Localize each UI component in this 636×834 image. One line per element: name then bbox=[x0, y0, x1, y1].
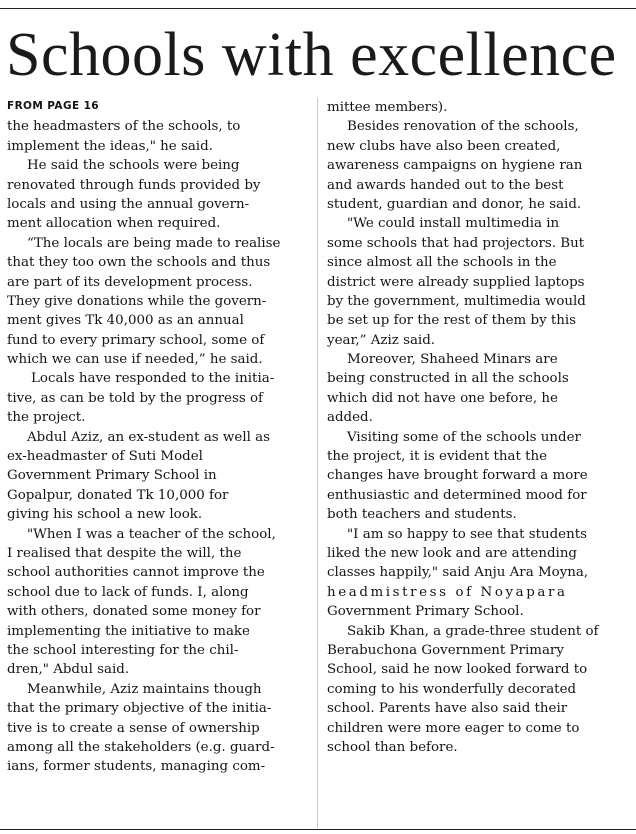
text-line: children were more eager to come to bbox=[327, 720, 580, 736]
text-line: tive, as can be told by the progress of bbox=[7, 390, 263, 406]
text-line: ment allocation when required. bbox=[7, 216, 221, 232]
text-line: Visiting some of the schools under bbox=[347, 429, 581, 445]
text-line: among all the stakeholders (e.g. guard- bbox=[7, 739, 275, 755]
text-line: Locals have responded to the initia- bbox=[31, 371, 275, 387]
text-line: year,” Aziz said. bbox=[327, 332, 436, 348]
text-line: school due to lack of funds. I, along bbox=[7, 584, 249, 600]
text-line: and awards handed out to the best bbox=[327, 177, 564, 193]
text-line: Besides renovation of the schools, bbox=[347, 119, 579, 135]
text-line: are part of its development process. bbox=[7, 274, 253, 290]
text-line: Sakib Khan, a grade-three student of bbox=[347, 623, 599, 639]
text-line: I realised that despite the will, the bbox=[7, 545, 242, 561]
text-line: awareness campaigns on hygiene ran bbox=[327, 158, 583, 174]
text-line: ians, former students, managing com- bbox=[7, 759, 266, 775]
text-line: school authorities cannot improve the bbox=[7, 565, 265, 581]
text-line: student, guardian and donor, he said. bbox=[327, 196, 582, 212]
text-line: implement the ideas," he said. bbox=[7, 138, 213, 154]
text-line: tive is to create a sense of ownership bbox=[7, 720, 260, 736]
headline: Schools with excellence bbox=[6, 21, 617, 89]
text-line: liked the new look and are attending bbox=[327, 545, 578, 561]
text-line: school. Parents have also said their bbox=[327, 701, 568, 717]
text-line: which we can use if needed,” he said. bbox=[7, 352, 263, 368]
text-line: which did not have one before, he bbox=[327, 390, 558, 406]
text-line: district were already supplied laptops bbox=[327, 274, 585, 290]
text-line: headmistress of Noyapara bbox=[327, 584, 568, 600]
text-line: "When I was a teacher of the school, bbox=[27, 526, 276, 542]
text-line: being constructed in all the schools bbox=[327, 371, 569, 387]
text-line: “The locals are being made to realise bbox=[27, 235, 281, 251]
text-line: Moreover, Shaheed Minars are bbox=[347, 352, 558, 368]
text-line: Government Primary School. bbox=[327, 604, 524, 620]
text-line: Government Primary School in bbox=[7, 468, 217, 484]
text-line: with others, donated some money for bbox=[7, 604, 261, 620]
bottom-rule bbox=[0, 829, 636, 830]
column-divider bbox=[317, 98, 318, 828]
text-line: the headmasters of the schools, to bbox=[7, 119, 241, 135]
text-line: be set up for the rest of them by this bbox=[327, 313, 577, 329]
text-line: coming to his wonderfully decorated bbox=[327, 681, 577, 697]
text-line: mittee members). bbox=[327, 100, 448, 115]
text-line: since almost all the schools in the bbox=[327, 255, 557, 271]
right-column bbox=[327, 98, 627, 757]
top-rule bbox=[0, 8, 636, 9]
text-line: classes happily," said Anju Ara Moyna, bbox=[327, 565, 589, 581]
text-line: the project, it is evident that the bbox=[327, 449, 548, 465]
text-line: School, said he now looked forward to bbox=[327, 662, 588, 678]
text-line: some schools that had projectors. But bbox=[327, 235, 585, 251]
text-line: that they too own the schools and thus bbox=[7, 255, 271, 271]
text-line: They give donations while the govern- bbox=[7, 293, 267, 309]
text-line: new clubs have also been created, bbox=[327, 138, 561, 154]
text-line: Abdul Aziz, an ex-student as well as bbox=[27, 429, 270, 445]
text-line: the project. bbox=[7, 410, 86, 426]
text-line: giving his school a new look. bbox=[7, 507, 203, 523]
text-line: "I am so happy to see that students bbox=[347, 526, 587, 542]
text-line: both teachers and students. bbox=[327, 507, 517, 523]
text-line: ment gives Tk 40,000 as an annual bbox=[7, 313, 244, 329]
text-line: enthusiastic and determined mood for bbox=[327, 487, 587, 503]
text-line: by the government, multimedia would bbox=[327, 293, 586, 309]
left-column bbox=[7, 98, 307, 777]
text-line: added. bbox=[327, 410, 373, 426]
text-line: dren," Abdul said. bbox=[7, 662, 130, 678]
text-line: implementing the initiative to make bbox=[7, 623, 250, 639]
text-line: fund to every primary school, some of bbox=[7, 332, 265, 348]
text-line: Berabuchona Government Primary bbox=[327, 642, 564, 658]
text-line: ex-headmaster of Suti Model bbox=[7, 449, 203, 465]
text-line: renovated through funds provided by bbox=[7, 177, 261, 193]
text-line: "We could install multimedia in bbox=[347, 216, 560, 232]
text-line: Gopalpur, donated Tk 10,000 for bbox=[7, 487, 229, 503]
text-line: that the primary objective of the initia- bbox=[7, 701, 272, 717]
text-line: Meanwhile, Aziz maintains though bbox=[27, 681, 262, 697]
text-line: locals and using the annual govern- bbox=[7, 196, 250, 212]
text-line: school than before. bbox=[327, 739, 458, 755]
jump-line: FROM PAGE 16 bbox=[7, 100, 100, 112]
text-line: He said the schools were being bbox=[27, 158, 240, 174]
text-line: changes have brought forward a more bbox=[327, 468, 588, 484]
text-line: the school interesting for the chil- bbox=[7, 642, 239, 658]
